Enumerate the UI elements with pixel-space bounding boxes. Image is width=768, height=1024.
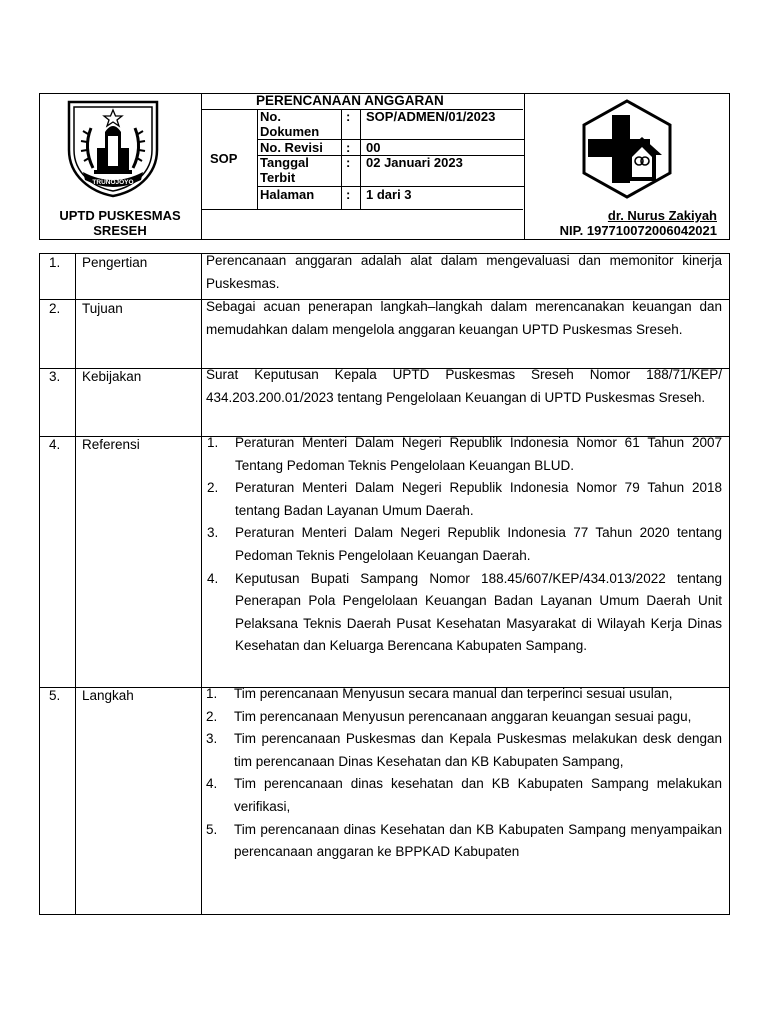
org-name-line1: UPTD PUSKESMAS	[59, 208, 181, 223]
field-separator: :	[346, 187, 351, 202]
field-label-doc-no-line2: Dokumen	[260, 124, 320, 139]
field-label-doc-no: No.	[260, 109, 281, 124]
list-item-number: 4.	[207, 570, 219, 586]
list-item-number: 3.	[207, 525, 219, 541]
section-label-tujuan: Tujuan	[82, 301, 123, 316]
list-item	[206, 706, 722, 729]
steps-list	[206, 683, 722, 864]
list-item-number: 1.	[206, 686, 218, 701]
list-item	[206, 819, 722, 864]
field-value-page: 1 dari 3	[366, 187, 412, 202]
list-item-number: 5.	[206, 821, 218, 837]
field-label-revision: No. Revisi	[260, 140, 323, 155]
reference-list	[206, 432, 722, 658]
list-item-text: Keputusan Bupati Sampang Nomor 188.45/607/KEP/434.013/2022 tentang Penerapan Pola Pengelolaan Keuangan Badan Layanan Umum Daerah Unit Pelaksana Teknis Daerah Pusat Kesehatan Masyarakat di Wilayah Kerja Dinas Kesehatan dan Keluarga Berencana Kabupaten Sampang.	[235, 570, 722, 654]
list-item-text: Tim perencanaan Menyusun perencanaan anggaran keuangan sesuai pagu,	[234, 708, 692, 724]
field-value-doc-no: SOP/ADMEN/01/2023	[366, 109, 496, 124]
emblem-banner-text: TRUNOJOYO	[92, 179, 134, 186]
list-item	[206, 683, 722, 706]
document-title: PERENCANAAN ANGGARAN	[256, 93, 444, 108]
list-item-text: Tim perencanaan Menyusun secara manual dan terperinci sesuai usulan,	[234, 686, 673, 701]
list-item-text: Peraturan Menteri Dalam Negeri Republik Indonesia 77 Tahun 2020 tentang Pedoman Teknis Pengelolaan Keuangan Daerah.	[235, 525, 722, 563]
section-number: 3.	[49, 369, 61, 384]
regency-emblem-icon	[61, 98, 165, 198]
section-text-tujuan: Sebagai acuan penerapan langkah–langkah dalam merencanakan keuangan dan memudahkan dalam mengelola anggaran keuangan UPTD Puskesmas Sreseh.	[206, 299, 722, 337]
field-label-issue-date: Tanggal	[260, 155, 309, 170]
section-number: 2.	[49, 301, 61, 316]
sop-label: SOP	[210, 151, 238, 166]
list-item	[206, 568, 722, 658]
section-number: 4.	[49, 437, 61, 452]
section-label-pengertian: Pengertian	[82, 255, 148, 270]
field-separator: :	[346, 140, 351, 155]
section-text-kebijakan: Surat Keputusan Kepala UPTD Puskesmas Sreseh Nomor 188/71/KEP/ 434.203.200.01/2023 tentang Pengelolaan Keuangan di UPTD Puskesmas Sreseh.	[206, 367, 722, 405]
org-name-line2: SRESEH	[93, 223, 147, 238]
puskesmas-logo-icon	[576, 99, 678, 199]
list-item-number: 1.	[207, 435, 219, 450]
section-label-referensi: Referensi	[82, 437, 140, 452]
list-item-text: Tim perencanaan dinas kesehatan dan KB Kabupaten Sampang melakukan verifikasi,	[234, 776, 722, 814]
list-item-text: Tim perencanaan Puskesmas dan Kepala Puskesmas melakukan desk dengan tim perencanaan Dinas Kesehatan dan KB Kabupaten Sampang,	[234, 731, 722, 769]
field-label-issue-date-line2: Terbit	[260, 170, 296, 185]
list-item-number: 4.	[206, 776, 218, 792]
list-item-text: Peraturan Menteri Dalam Negeri Republik Indonesia Nomor 79 Tahun 2018 tentang Badan Layanan Umum Daerah.	[235, 480, 722, 518]
field-separator: :	[346, 155, 351, 170]
list-item-text: Peraturan Menteri Dalam Negeri Republik Indonesia Nomor 61 Tahun 2007 Tentang Pedoman Teknis Pengelolaan Keuangan BLUD.	[235, 435, 722, 473]
section-label-kebijakan: Kebijakan	[82, 369, 142, 384]
signatory-name: dr. Nurus Zakiyah	[607, 208, 717, 223]
list-item	[206, 432, 722, 477]
list-item	[206, 773, 722, 818]
list-item-number: 2.	[206, 708, 218, 724]
field-value-revision: 00	[366, 140, 381, 155]
list-item	[206, 728, 722, 773]
section-label-langkah: Langkah	[82, 688, 134, 703]
field-separator: :	[346, 109, 351, 124]
list-item	[206, 522, 722, 567]
list-item	[206, 477, 722, 522]
field-label-page: Halaman	[260, 187, 315, 202]
section-number: 1.	[49, 255, 61, 270]
section-text-pengertian: Perencanaan anggaran adalah alat dalam mengevaluasi dan memonitor kinerja Puskesmas.	[206, 253, 722, 291]
section-number: 5.	[49, 688, 61, 703]
signatory-nip: NIP. 197710072006042021	[559, 223, 717, 238]
list-item-text: Tim perencanaan dinas Kesehatan dan KB Kabupaten Sampang menyampaikan perencanaan anggaran ke BPPKAD Kabupaten	[234, 821, 722, 860]
field-value-issue-date: 02 Januari 2023	[366, 155, 463, 170]
list-item-number: 2.	[207, 480, 219, 496]
list-item-number: 3.	[206, 731, 218, 747]
